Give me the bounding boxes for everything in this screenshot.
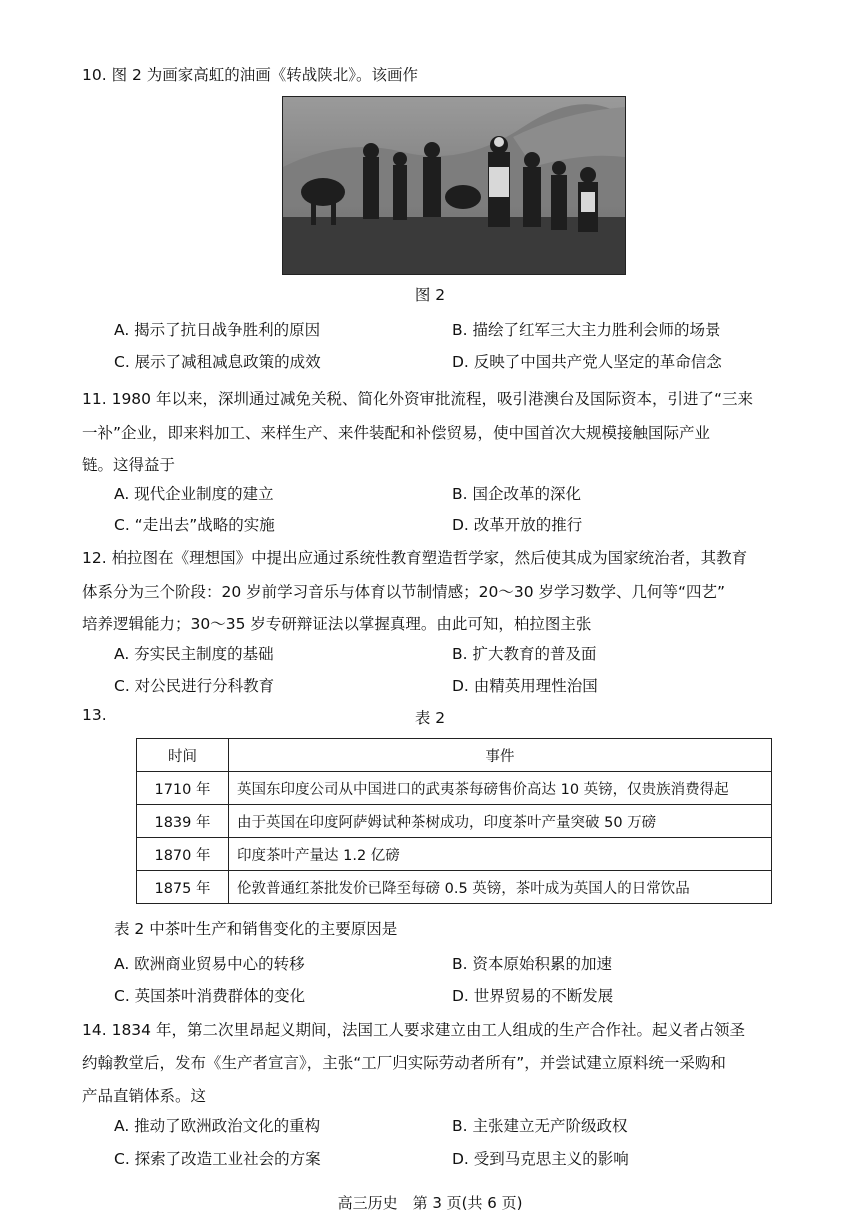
- q12-option-b: B. 扩大教育的普及面: [452, 645, 597, 663]
- page-footer: 高三历史 第 3 页(共 6 页): [337, 1194, 523, 1212]
- q14-option-c: C. 探索了改造工业社会的方案: [114, 1150, 321, 1168]
- question-14-stem-line-1: 14. 1834 年，第二次里昂起义期间，法国工人要求建立由工人组成的生产合作社。起义者占领圣: [82, 1021, 745, 1039]
- q11-option-c: C. “走出去”战略的实施: [114, 516, 275, 534]
- question-11-stem-line-3: 链。这得益于: [82, 456, 176, 474]
- q11-option-a: A. 现代企业制度的建立: [114, 485, 274, 503]
- painting-image: [283, 97, 625, 274]
- q12-option-d: D. 由精英用理性治国: [452, 677, 598, 695]
- q14-option-d: D. 受到马克思主义的影响: [452, 1150, 629, 1168]
- q11-option-d: D. 改革开放的推行: [452, 516, 583, 534]
- oil-painting-figure: [282, 96, 626, 275]
- table-row: [137, 805, 772, 838]
- row-event: 英国东印度公司从中国进口的武夷茶每磅售价高达 10 英镑，仅贵族消费得起: [229, 772, 772, 805]
- figure-2-caption: 图 2: [414, 286, 446, 304]
- table-row: [137, 871, 772, 904]
- q11-option-b: B. 国企改革的深化: [452, 485, 581, 503]
- row-time: 1710 年: [137, 772, 229, 805]
- q14-option-a: A. 推动了欧洲政治文化的重构: [114, 1117, 321, 1135]
- table-row: [137, 838, 772, 871]
- q10-option-a: A. 揭示了抗日战争胜利的原因: [114, 321, 321, 339]
- table-row: [137, 772, 772, 805]
- table-2-title: 表 2: [414, 709, 446, 727]
- row-time: 1839 年: [137, 805, 229, 838]
- question-10-stem: 10. 图 2 为画家高虹的油画《转战陕北》。该画作: [82, 66, 419, 84]
- question-13-number: 13.: [82, 706, 107, 724]
- q12-option-a: A. 夯实民主制度的基础: [114, 645, 274, 663]
- question-12-stem-line-3: 培养逻辑能力；30～35 岁专研辩证法以掌握真理。由此可知，柏拉图主张: [82, 615, 592, 633]
- q10-option-b: B. 描绘了红军三大主力胜利会师的场景: [452, 321, 721, 339]
- q10-option-d: D. 反映了中国共产党人坚定的革命信念: [452, 353, 722, 371]
- question-11-stem-line-1: 11. 1980 年以来，深圳通过减免关税、简化外资审批流程，吸引港澳台及国际资本，引进了“三来: [82, 390, 753, 408]
- question-12-stem-line-2: 体系分为三个阶段：20 岁前学习音乐与体育以节制情感；20～30 岁学习数学、几何等“四艺”: [82, 583, 726, 601]
- row-event: 伦敦普通红茶批发价已降至每磅 0.5 英镑，茶叶成为英国人的日常饮品: [229, 871, 772, 904]
- row-time: 1875 年: [137, 871, 229, 904]
- q10-option-c: C. 展示了减租减息政策的成效: [114, 353, 321, 371]
- q13-option-b: B. 资本原始积累的加速: [452, 955, 612, 973]
- question-14-stem-line-2: 约翰教堂后，发布《生产者宣言》，主张“工厂归实际劳动者所有”，并尝试建立原料统一采购和: [82, 1054, 726, 1072]
- row-event: 印度茶叶产量达 1.2 亿磅: [229, 838, 772, 871]
- table-2: [136, 738, 772, 904]
- q12-option-c: C. 对公民进行分科教育: [114, 677, 275, 695]
- row-event: 由于英国在印度阿萨姆试种茶树成功，印度茶叶产量突破 50 万磅: [229, 805, 772, 838]
- question-11-stem-line-2: 一补”企业，即来料加工、来样生产、来件装配和补偿贸易，使中国首次大规模接触国际产业: [82, 424, 711, 442]
- question-12-stem-line-1: 12. 柏拉图在《理想国》中提出应通过系统性教育塑造哲学家，然后使其成为国家统治者，其教育: [82, 549, 748, 567]
- header-time: 时间: [137, 739, 229, 772]
- q13-option-d: D. 世界贸易的不断发展: [452, 987, 614, 1005]
- q13-option-c: C. 英国茶叶消费群体的变化: [114, 987, 306, 1005]
- q14-option-b: B. 主张建立无产阶级政权: [452, 1117, 628, 1135]
- row-time: 1870 年: [137, 838, 229, 871]
- q13-option-a: A. 欧洲商业贸易中心的转移: [114, 955, 305, 973]
- question-14-stem-line-3: 产品直销体系。这: [82, 1087, 207, 1105]
- table-header-row: [137, 739, 772, 772]
- header-event: 事件: [229, 739, 772, 772]
- question-13-stem: 表 2 中茶叶生产和销售变化的主要原因是: [114, 920, 398, 938]
